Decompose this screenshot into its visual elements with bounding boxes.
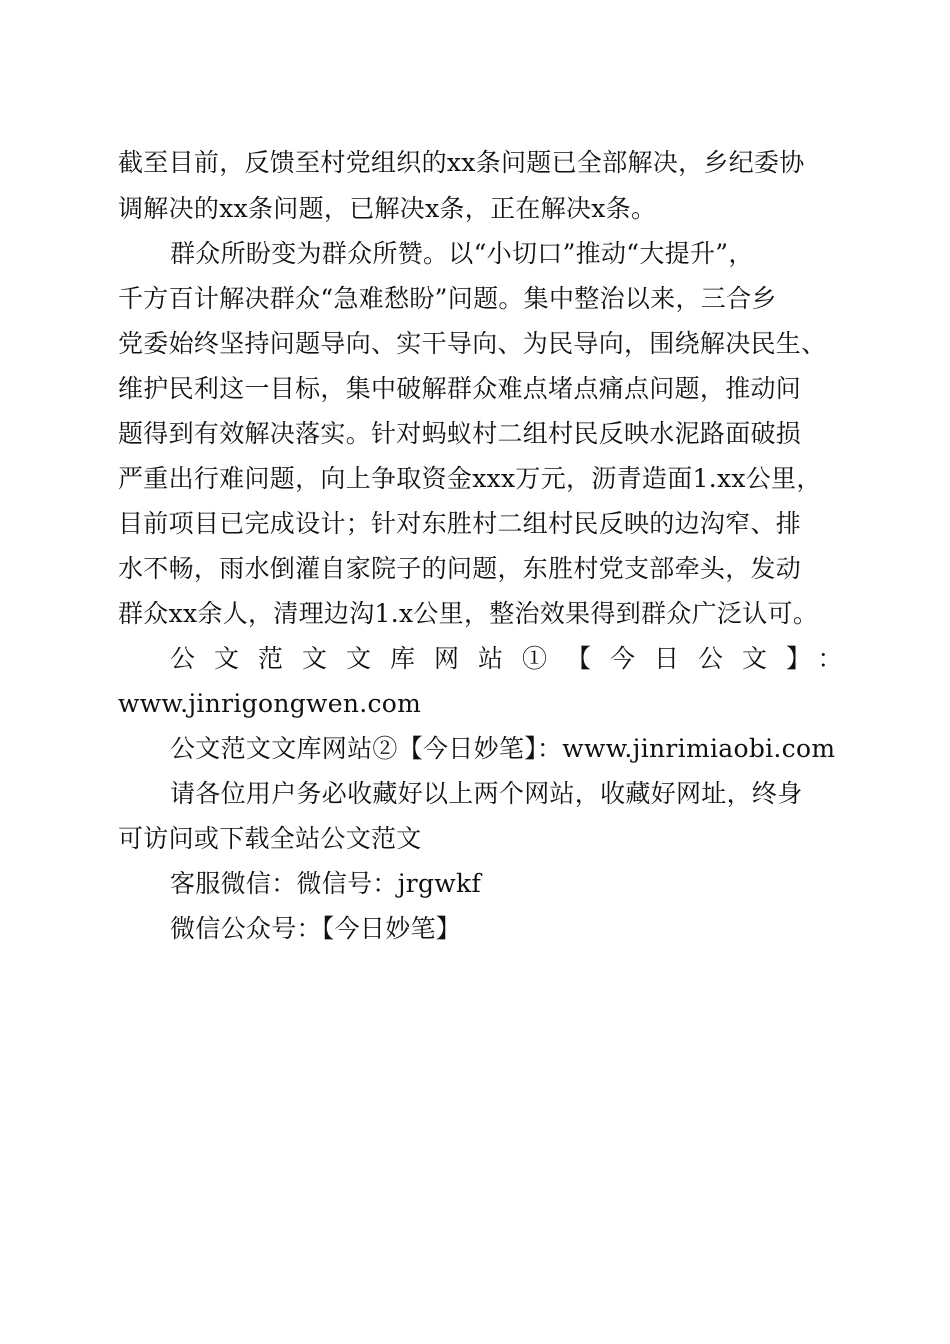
wechat-official-account: 微信公众号：【今日妙笔】 (170, 914, 462, 943)
paragraph-line: 水不畅，雨水倒灌自家院子的问题，东胜村党支部牵头，发动 (118, 554, 802, 583)
website-1-url: www.jinrigongwen.com (118, 689, 422, 718)
paragraph-line: 题得到有效解决落实。针对蚂蚁村二组村民反映水泥路面破损 (118, 419, 802, 448)
paragraph-line: 群众所盼变为群众所赞。以“小切口”推动“大提升”， (170, 239, 754, 268)
customer-service-wechat: 客服微信：微信号：jrgwkf (170, 869, 482, 898)
bookmark-notice-cont: 可访问或下载全站公文范文 (118, 824, 422, 853)
paragraph-line: 千方百计解决群众“急难愁盼”问题。集中整治以来，三合乡 (118, 284, 777, 313)
paragraph-line: 群众xx余人，清理边沟1.x公里，整治效果得到群众广泛认可。 (118, 599, 819, 628)
paragraph-line: 维护民利这一目标，集中破解群众难点堵点痛点问题，推动问 (118, 374, 802, 403)
bookmark-notice: 请各位用户务必收藏好以上两个网站，收藏好网址，终身 (170, 779, 803, 808)
paragraph-line: 严重出行难问题，向上争取资金xxx万元，沥青造面1.xx公里， (118, 464, 822, 493)
website-2-line: 公文范文文库网站②【今日妙笔】：www.jinrimiaobi.com (170, 734, 836, 763)
paragraph-line: 目前项目已完成设计；针对东胜村二组村民反映的边沟窄、排 (118, 509, 802, 538)
paragraph-line: 调解决的xx条问题，已解决x条，正在解决x条。 (118, 194, 657, 223)
website-1-label: 公文范文文库网站①【今日公文】： (170, 644, 862, 673)
paragraph-line: 党委始终坚持问题导向、实干导向、为民导向，围绕解决民生、 (118, 329, 827, 358)
paragraph-line: 截至目前，反馈至村党组织的xx条问题已全部解决，乡纪委协 (118, 148, 805, 177)
